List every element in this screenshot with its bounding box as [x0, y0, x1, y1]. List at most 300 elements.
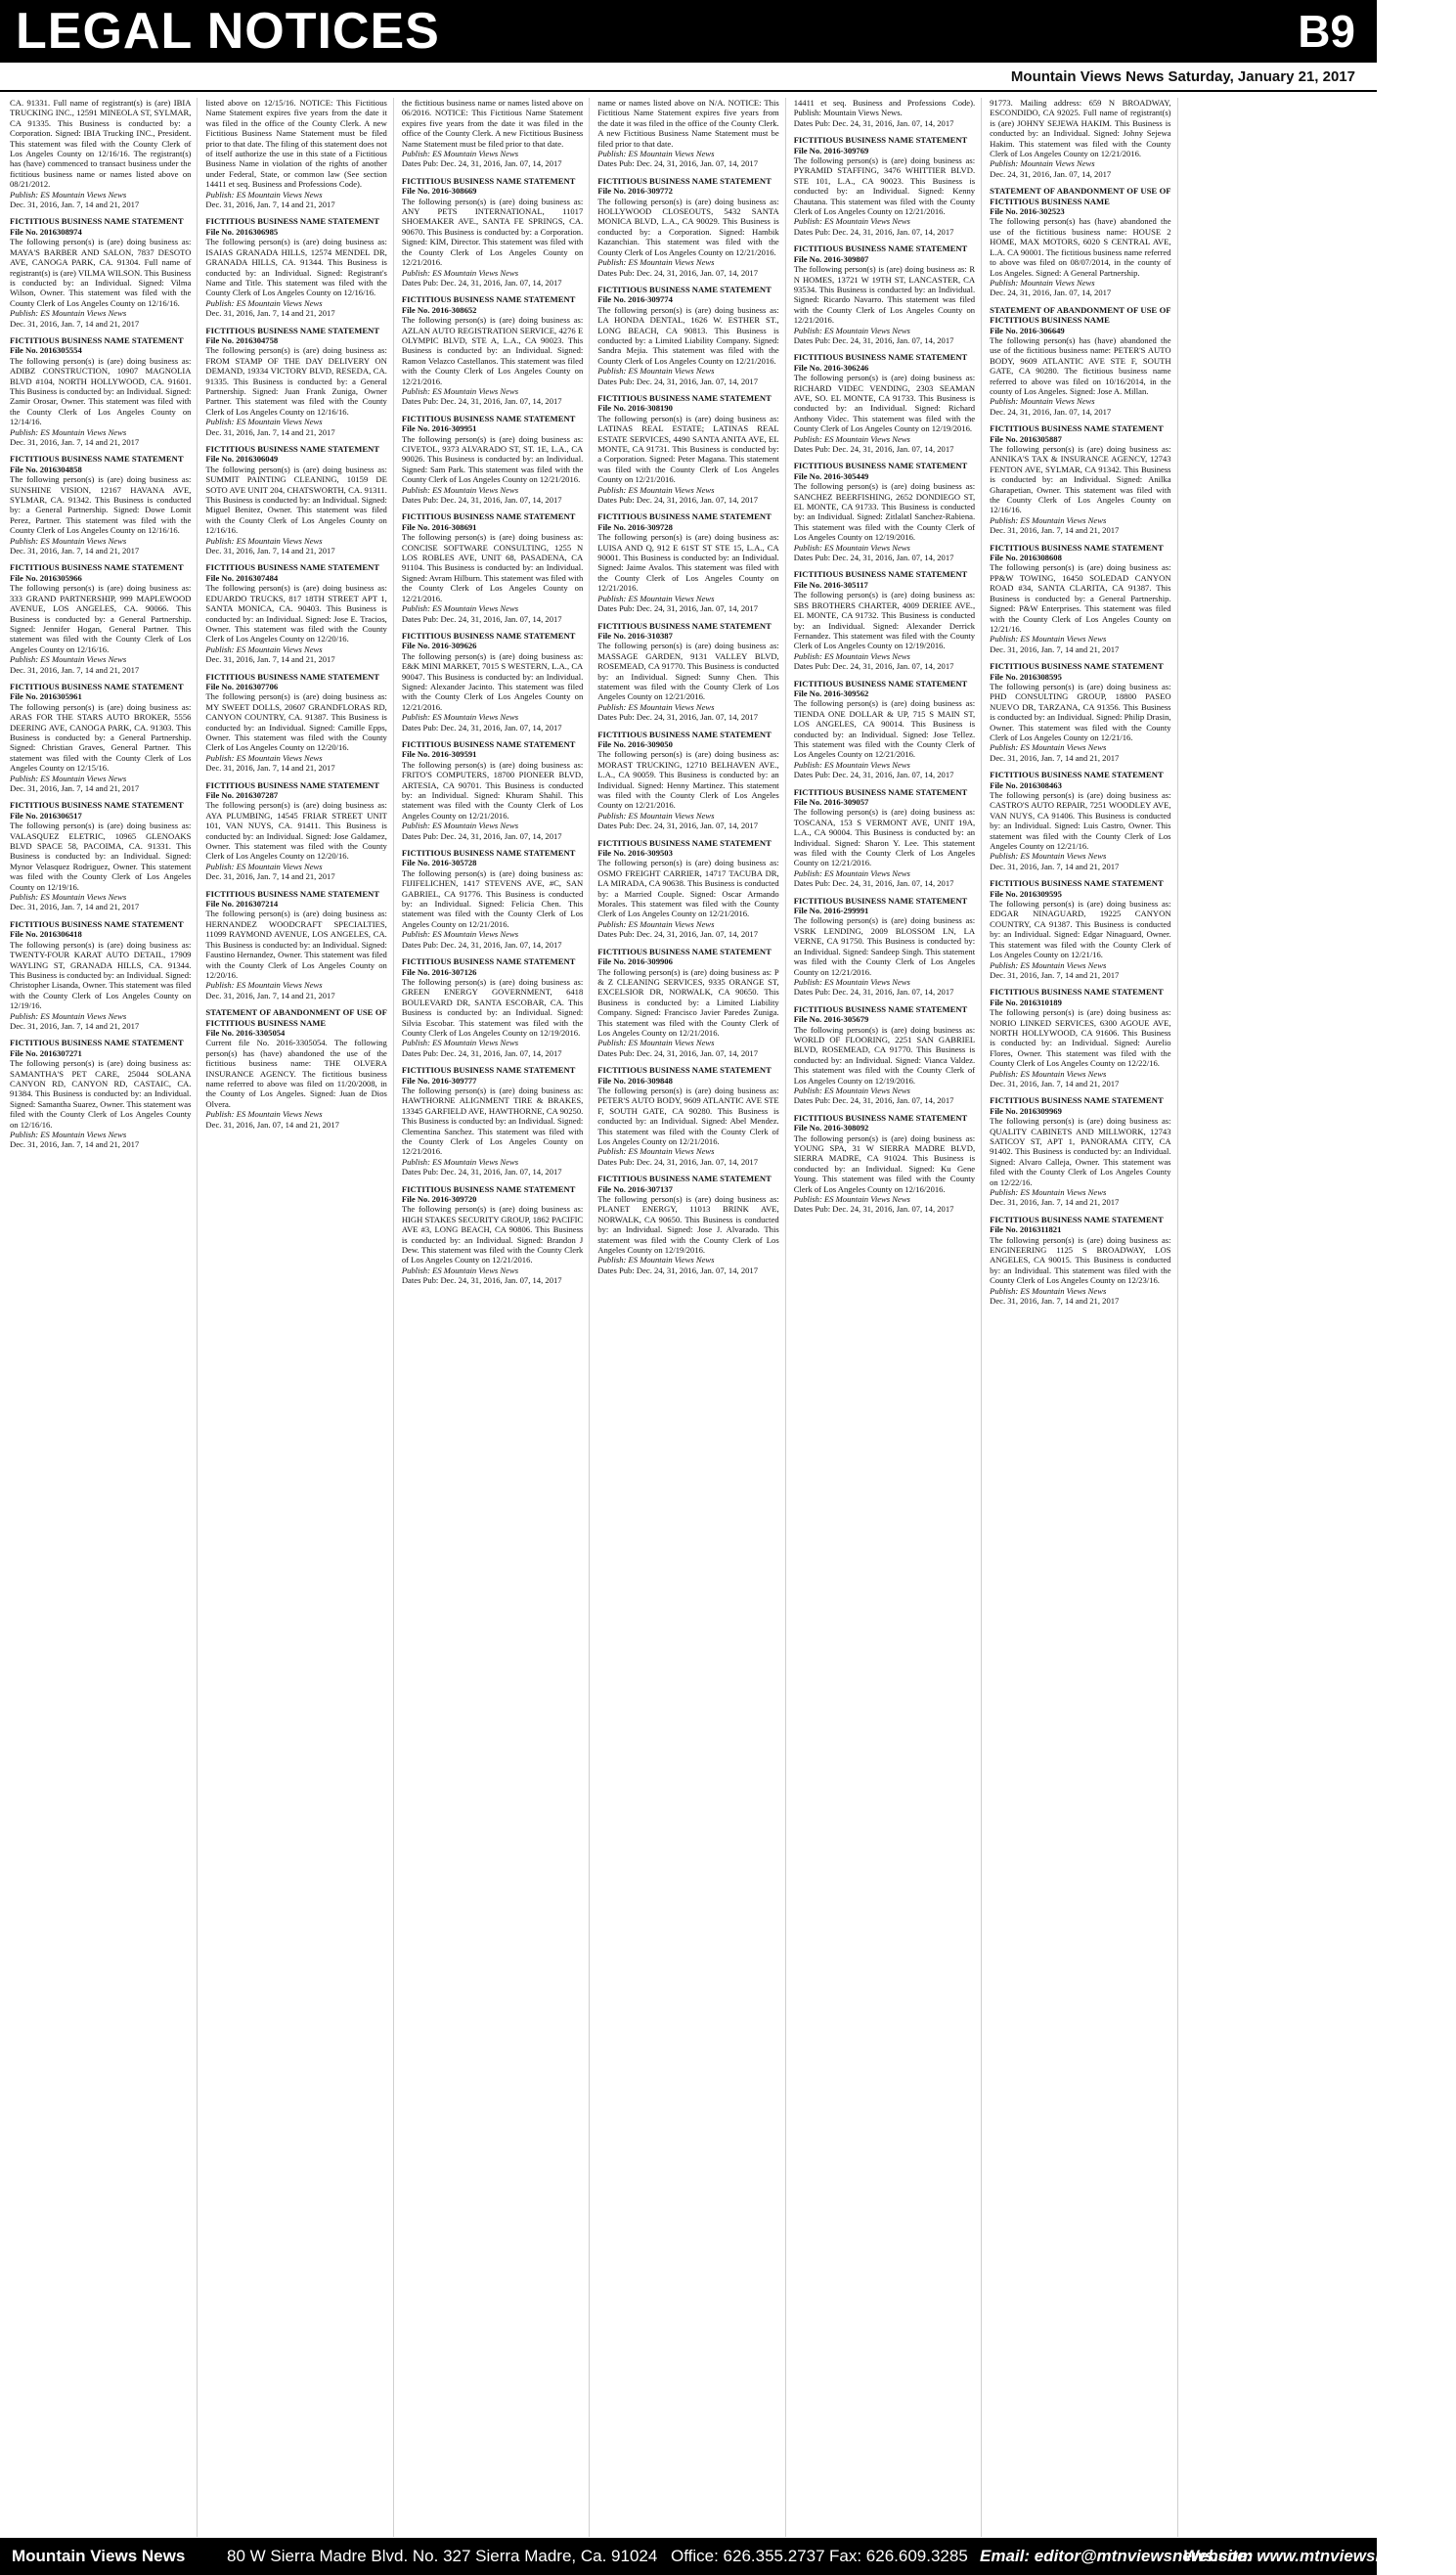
notice-dates: Dates Pub: Dec. 24, 31, 2016, Jan. 07, 14, 2017	[401, 1167, 562, 1177]
notice-file: File No. 2016-307137	[597, 1183, 673, 1194]
notice-dates: Dec. 31, 2016, Jan. 7, 14 and 21, 2017	[10, 1020, 140, 1031]
notice-body: The following person(s) has (have) abandoned the use of the fictitious business name: HOUSE 2 HOME, MAX MOTORS, 6020 S CENTRAL AVE, L.A. CA 90001. The fictitious business name referred to above was filed on 08/07/2014, in the county of Los Angeles. Signed: A General Partnership.	[990, 216, 1171, 278]
notice-body: The following person(s) is (are) doing business as: MY SWEET DOLLS, 20607 GRANDFLORAS RD, CANYON COUNTRY, CA. 91387. This Business is conducted by: an Individual. Signed: Camille Epps, Owner. This statement was filed with the County Clerk of Los Angeles County on 12/20/16.	[205, 691, 387, 753]
notice-body: The following person(s) is (are) doing business as: YOUNG SPA, 31 W SIERRA MADRE BLVD, SIERRA MADRE, CA 91024. This Business is conducted by: an Individual. Signed: Ku Gene Young. This statement was filed with the County Clerk of Los Angeles County on 12/16/2016.	[793, 1132, 976, 1194]
notice-title: FICTITIOUS BUSINESS NAME STATEMENT	[793, 1112, 968, 1123]
notice-body: The following person(s) is (are) doing business as: CASTRO'S AUTO REPAIR, 7251 WOODLEY AVE, VAN NUYS, CA 91406. This Business is conducted by: an Individual. Signed: Luis Castro, Owner. This statement was filed with the County Clerk of Los Angeles County on 12/21/16.	[990, 790, 1171, 852]
notice-body: The following person(s) is (are) doing business as: LATINAS REAL ESTATE; LATINAS REAL ESTATE SERVICES, 4490 SANTA ANITA AVE, EL MONTE, CA 91731. This Business is conducted by: a Corporation. Signed: Peter Magana. This statement was filed with the County Clerk of Los Angeles County on 12/21/2016.	[597, 413, 779, 485]
notice-pub: Publish: ES Mountain Views News	[401, 1038, 519, 1048]
legal-notice	[990, 770, 1170, 871]
legal-notice	[205, 216, 386, 318]
notice-pub: Publish: ES Mountain Views News	[401, 267, 519, 278]
legal-notice	[205, 672, 386, 774]
notice-dates: Dates Pub: Dec. 24, 31, 2016, Jan. 07, 14, 2017	[401, 830, 562, 841]
notice-dates: Dates Pub: Dec. 24, 31, 2016, Jan. 07, 14, 2017	[793, 226, 954, 237]
notice-title: FICTITIOUS BUSINESS NAME STATEMENT	[10, 918, 184, 929]
notice-dates: Dates Pub: Dec. 24, 31, 2016, Jan. 07, 14, 2017	[597, 267, 759, 278]
notice-dates: Dates Pub: Dec. 24, 31, 2016, Jan. 07, 14, 2017	[401, 613, 562, 624]
notice-file: File No. 2016-306246	[793, 362, 869, 373]
notice-body: The following person(s) is (are) doing business as: TIENDA ONE DOLLAR & UP, 715 S MAIN ST, LOS ANGELES, CA 90014. This Business is conducted by: an Individual. Signed: Jose Tellez. This statement was filed with the County Clerk of Los Angeles County on 12/21/2016.	[793, 698, 976, 760]
legal-notice	[402, 1065, 583, 1177]
legal-notice	[205, 444, 386, 555]
notice-body: The following person(s) has (have) abandoned the use of the fictitious business name: PETER'S AUTO BODY, 9609 ATLANTIC AVE STE F, SOUTH GATE, CA 90280. The fictitious business name referred to above was filed on 10/16/2014, in the county of Los Angeles. Signed: Jose A. Millan.	[990, 334, 1171, 396]
legal-notice	[402, 98, 583, 169]
notice-dates: Dec. 31, 2016, Jan. 7, 14 and 21, 2017	[990, 752, 1120, 763]
notice-file: File No. 2016307706	[205, 681, 279, 691]
notice-dates: Dates Pub: Dec. 24, 31, 2016, Jan. 07, 14, 2017	[597, 1156, 759, 1167]
notice-title: FICTITIOUS BUSINESS NAME STATEMENT	[205, 779, 379, 790]
notice-body: The following person(s) is (are) doing business as: HIGH STAKES SECURITY GROUP, 1862 PACIFIC AVE #3, LONG BEACH, CA 90806. This Business is conducted by: an Individual. Signed: Brandon J Dew. This statement was filed with the County Clerk of Los Angeles County on 12/21/2016.	[401, 1204, 584, 1265]
notice-pub: Publish: Mountain Views News	[990, 396, 1095, 407]
notice-body: The following person(s) is (are) doing business as: PP&W TOWING, 16450 SOLEDAD CANYON ROAD #34, SANTA CLARITA, CA 91387. This Business is conducted by: a General Partnership. Signed: P&W Enterprises. This statement was filed with the County Clerk of Los Angeles County on 12/21/16.	[990, 562, 1171, 634]
notice-pub: Publish: ES Mountain Views News	[990, 1285, 1107, 1296]
notice-pub: Publish: ES Mountain Views News	[990, 959, 1107, 970]
notice-file: File No. 2016307484	[205, 572, 279, 583]
notice-file: File No. 2016-309562	[793, 688, 869, 698]
legal-notice	[402, 294, 583, 406]
notice-file: File No. 2016305887	[990, 433, 1062, 444]
notice-body: 91773. Mailing address: 659 N BROADWAY, ESCONDIDO, CA 92025. Full name of registrant(s) is (are) JOHNY SEJEWA HAKIM. This Business is conducted by: an Individual. Signed: Johny Sejewa Hakim. This statement was filed with the County Clerk of Los Angeles County on 12/21/2016.	[990, 98, 1171, 159]
notice-body: The following person(s) is (are) doing business as: PLANET ENERGY, 11013 BRINK AVE, NORWALK, CA 90650. This Business is conducted by: an Individual. Signed: Jose J. Alvarado. This statement was filed with the County Clerk of Los Angeles County on 12/19/2016.	[597, 1194, 779, 1256]
notice-pub: Publish: ES Mountain Views News	[597, 149, 715, 159]
notice-pub: Publish: ES Mountain Views News	[597, 484, 715, 495]
notice-file: File No. 2016-309951	[401, 423, 477, 434]
legal-notice	[205, 562, 386, 664]
notice-dates: Dec. 31, 2016, Jan. 7, 14 and 21, 2017	[205, 990, 335, 1000]
notice-pub: Publish: ES Mountain Views News	[205, 644, 323, 654]
notice-title: FICTITIOUS BUSINESS NAME STATEMENT	[793, 786, 968, 797]
notice-title: FICTITIOUS BUSINESS NAME STATEMENT	[793, 244, 968, 254]
legal-notice	[402, 848, 583, 950]
notice-pub: Publish: ES Mountain Views News	[10, 1130, 127, 1139]
notice-title: FICTITIOUS BUSINESS NAME STATEMENT	[10, 454, 184, 465]
notice-title: FICTITIOUS BUSINESS NAME STATEMENT	[401, 1065, 576, 1076]
notice-pub: Publish: ES Mountain Views News	[10, 892, 127, 903]
notice-pub: Publish: ES Mountain Views News	[793, 433, 910, 444]
legal-notice	[990, 98, 1170, 179]
notice-file: File No. 2016311821	[990, 1224, 1062, 1235]
legal-notice	[794, 461, 975, 562]
notice-pub: Publish: ES Mountain Views News	[205, 980, 323, 991]
notice-column	[597, 98, 785, 2537]
legal-notice	[990, 878, 1170, 980]
notice-file: File No. 2016-305728	[401, 858, 477, 868]
legal-notice	[402, 1184, 583, 1286]
notice-file: File No. 2016-308190	[597, 403, 673, 414]
notice-body: The following person(s) is (are) doing business as: OSMO FREIGHT CARRIER, 14717 TACUBA DR, LA MIRADA, CA 90638. This Business is conducted by: a Married Couple. Signed: Oscar Armando Morales. This statement was filed with the County Clerk of Los Angeles County on 12/21/2016.	[597, 858, 779, 919]
notice-pub: Publish: ES Mountain Views News	[401, 385, 519, 396]
masthead	[0, 0, 1377, 63]
notice-title: FICTITIOUS BUSINESS NAME STATEMENT	[990, 770, 1164, 780]
legal-notice	[205, 889, 386, 1000]
legal-notice	[205, 1007, 386, 1130]
section-title: LEGAL NOTICES	[16, 3, 440, 60]
notice-body: The following person(s) is (are) doing business as: 333 GRAND PARTNERSHIP, 999 MAPLEWOOD AVENUE, LOS ANGELES, CA. 90066. This Business is conducted by: a General Partnership. Signed: Jennifer Hogan, General Partner. This statement was filed with the County Clerk of Los Angeles County on 12/16/16.	[10, 583, 192, 654]
legal-notice	[990, 1215, 1170, 1307]
notice-pub: Publish: ES Mountain Views News	[793, 216, 910, 227]
notice-file: File No. 2016306049	[205, 454, 279, 465]
legal-notice	[10, 335, 191, 447]
notice-dates: Dec. 31, 2016, Jan. 7, 14 and 21, 2017	[205, 200, 335, 210]
page-code: B9	[1298, 6, 1355, 57]
notice-title: FICTITIOUS BUSINESS NAME STATEMENT	[401, 511, 576, 522]
notice-title: FICTITIOUS BUSINESS NAME STATEMENT	[10, 216, 184, 227]
notice-title: FICTITIOUS BUSINESS NAME STATEMENT	[990, 878, 1164, 889]
legal-notice	[794, 569, 975, 671]
notice-dates: Dec. 31, 2016, Jan. 7, 14 and 21, 2017	[10, 200, 140, 210]
notice-dates: Dates Pub: Dec. 24, 31, 2016, Jan. 07, 14, 2017	[597, 821, 759, 831]
notice-title: FICTITIOUS BUSINESS NAME STATEMENT	[793, 461, 968, 471]
notice-pub: Publish: ES Mountain Views News	[793, 1194, 910, 1205]
notice-dates: Dates Pub: Dec. 24, 31, 2016, Jan. 07, 14, 2017	[793, 1095, 954, 1106]
notice-body: The following person(s) is (are) doing business as: FRITO'S COMPUTERS, 18700 PIONEER BLVD, ARTESIA, CA 90701. This Business is conducted by: an Individual. Signed: Khuram Shahil. This statement was filed with the County Clerk of Los Angeles County on 12/21/2016.	[401, 759, 584, 821]
notice-title: FICTITIOUS BUSINESS NAME STATEMENT	[597, 1065, 772, 1076]
notice-dates: Dates Pub: Dec. 24, 31, 2016, Jan. 07, 14, 2017	[401, 495, 562, 506]
notice-body: The following person(s) is (are) doing business as: SUNSHINE VISION, 12167 HAVANA AVE, SYLMAR, CA. 91342. This Business is conducted by: a General Partnership. Signed: Dowe Lomit Perez, Partner. This statement was filed with the County Clerk of Los Angeles County on 12/16/16.	[10, 474, 192, 536]
notice-dates: Dates Pub: Dec. 24, 31, 2016, Jan. 07, 14, 2017	[401, 396, 562, 407]
notice-pub: Publish: ES Mountain Views News	[10, 654, 127, 665]
notice-body: The following person(s) is (are) doing business as: LUISA AND Q, 912 E 61ST ST STE 15, L.A., CA 90001. This Business is conducted by: an Individual. Signed: Jaime Avalos. This statement was filed with the County Clerk of Los Angeles County on 12/21/2016.	[597, 532, 779, 594]
notice-title: FICTITIOUS BUSINESS NAME STATEMENT	[401, 413, 576, 423]
legal-notice	[597, 947, 778, 1058]
notice-pub: Publish: ES Mountain Views News	[401, 603, 519, 614]
notice-body: The following person(s) is (are) doing business as: HAWTHORNE ALIGNMENT TIRE & BRAKES, 13345 GARFIELD AVE, HAWTHORNE, CA 90250. This Business is conducted by: an Individual. Signed: Clementina Sanchez. This statement was filed with the County Clerk of Los Angeles County on 12/21/2016.	[401, 1085, 584, 1157]
notice-dates: Dates Pub: Dec. 24, 31, 2016, Jan. 07, 14, 2017	[793, 770, 954, 780]
legal-notice	[597, 730, 778, 831]
notice-body: The following person(s) is (are) doing business as: PETER'S AUTO BODY, 9609 ATLANTIC AVE STE F, SOUTH GATE, CA 90280. This Business is conducted by: an Individual. Signed: Abel Mendez. This statement was filed with the County Clerk of Los Angeles County on 12/21/2016.	[597, 1085, 779, 1146]
notice-body: CA. 91331. Full name of registrant(s) is (are) IBIA TRUCKING INC., 12591 MINEOLA ST, SYLMAR, CA 91335. This Business is conducted by: a Corporation. Signed: IBIA Trucking INC., President. This statement was filed with the County Clerk of Los Angeles County on 12/16/16. The registrant(s) has (have) commenced to transact business under the fictitious business name or names listed above on 08/21/2012.	[10, 98, 192, 190]
legal-notice	[402, 956, 583, 1058]
notice-body: The following person(s) is (are) doing business as: SANCHEZ BEERFISHING, 2652 DONDIEGO ST, EL MONTE, CA 91733. This Business is conducted by: an Individual. Signed: Zitlalatl Sanchez-Rabiena. This statement was filed with the County Clerk of Los Angeles County on 12/19/2016.	[793, 481, 976, 543]
notice-title: FICTITIOUS BUSINESS NAME STATEMENT	[990, 542, 1164, 553]
notice-pub: Publish: ES Mountain Views News	[597, 701, 715, 712]
date-bar	[0, 63, 1377, 92]
legal-notice	[794, 1004, 975, 1106]
notice-title: FICTITIOUS BUSINESS NAME STATEMENT	[990, 1095, 1164, 1106]
notice-title: FICTITIOUS BUSINESS NAME STATEMENT	[793, 1003, 968, 1014]
notice-body: The following person(s) is (are) doing business as: ANY PETS INTERNATIONAL, 11017 SHOEMAKER AVE., SANTA FE SPRINGS, CA. 90670. This Business is conducted by: a Corporation. Signed: KIM, Director. This statement was filed with the County Clerk of Los Angeles County on 12/21/2016.	[401, 196, 584, 268]
notice-body: The following person(s) is (are) doing business as: MAYA'S BARBER AND SALON, 7837 DESOTO AVE, CANOGA PARK, CA. 91304. Full name of registrant(s) is (are) VILMA WILSON. This Business is conducted by: an Individual. Signed: Vilma Wilson, Owner. This statement was filed with the County Clerk of Los Angeles County on 12/16/16.	[10, 237, 192, 308]
notice-dates: Dec. 31, 2016, Jan. 7, 14 and 21, 2017	[10, 902, 140, 912]
notice-dates: Dec. 31, 2016, Jan. 7, 14 and 21, 2017	[990, 1197, 1120, 1208]
notice-body: The following person(s) is (are) doing business as: R N HOMES, 13721 W 19TH ST, LANCASTER, CA 93534. This Business is conducted by: an Individual. Signed: Ricardo Navarro. This statement was filed with the County Clerk of Los Angeles County on 12/21/2016.	[793, 264, 976, 326]
notice-dates: Dates Pub: Dec. 24, 31, 2016, Jan. 07, 14, 2017	[597, 495, 759, 506]
notice-file: File No. 2016306517	[10, 810, 82, 821]
legal-notice	[990, 543, 1170, 654]
notice-title: FICTITIOUS BUSINESS NAME STATEMENT	[990, 1214, 1164, 1224]
legal-notice	[10, 216, 191, 328]
notice-title: FICTITIOUS BUSINESS NAME STATEMENT	[401, 294, 576, 305]
notice-title: FICTITIOUS BUSINESS NAME STATEMENT	[10, 681, 184, 691]
notice-pub: Publish: ES Mountain Views News	[10, 535, 127, 546]
notice-pub: Publish: ES Mountain Views News	[597, 593, 715, 603]
notice-file: File No. 2016308974	[10, 226, 82, 237]
notice-body: The following person(s) is (are) doing business as: RICHARD VIDEC VENDING, 2303 SEAMAN AVE, SO. EL MONTE, CA 91733. This Business is conducted by: an Individual. Signed: Richard Anthony Videc. This statement was filed with the County Clerk of Los Angeles County on 12/19/2016.	[793, 373, 976, 434]
notice-dates: Dec. 31, 2016, Jan. 7, 14 and 21, 2017	[990, 861, 1120, 871]
notice-pub: Publish: ES Mountain Views News	[793, 976, 910, 987]
legal-notice	[597, 285, 778, 386]
notice-body: The following person(s) is (are) doing business as: EDUARDO TRUCKS, 817 18TH STREET APT 1, SANTA MONICA, CA. 90403. This Business is conducted by: an Individual. Signed: Jose E. Tracios, Owner. This statement was filed with the County Clerk of Los Angeles County on 12/20/16.	[205, 583, 387, 644]
notice-pub: Publish: ES Mountain Views News	[10, 1010, 127, 1021]
notice-file: File No. 2016304858	[10, 464, 82, 474]
notice-pub: Publish: ES Mountain Views News	[205, 189, 323, 200]
notice-dates: Dates Pub: Dec. 24, 31, 2016, Jan. 07, 14, 2017	[401, 1275, 562, 1286]
notice-dates: Dates Pub: Dec. 24, 31, 2016, Jan. 07, 14, 2017	[401, 939, 562, 950]
footer-fax: Fax: 626.609.3285	[829, 2547, 968, 2565]
notice-dates: Dec. 24, 31, 2016, Jan. 07, 14, 2017	[990, 406, 1112, 417]
notice-column	[402, 98, 590, 2537]
notice-dates: Dates Pub: Dec. 24, 31, 2016, Jan. 07, 14, 2017	[401, 722, 562, 733]
notice-dates: Dates Pub: Dec. 24, 31, 2016, Jan. 07, 14, 2017	[793, 987, 954, 998]
notice-title: FICTITIOUS BUSINESS NAME STATEMENT	[10, 562, 184, 573]
notice-dates: Dec. 31, 2016, Jan. 7, 14 and 21, 2017	[205, 763, 335, 774]
notice-title: FICTITIOUS BUSINESS NAME STATEMENT	[10, 1038, 184, 1048]
notice-dates: Dates Pub: Dec. 24, 31, 2016, Jan. 07, 14, 2017	[793, 444, 954, 454]
legal-notice	[597, 393, 778, 505]
notice-body: The following person(s) is (are) doing business as: SUMMIT PAINTING CLEANING, 10159 DE SOTO AVE UNIT 204, CHATSWORTH, CA. 91311. This Business is conducted by: an Individual. Signed: Miguel Benitez, Owner. This statement was filed with the County Clerk of Los Angeles County on 12/16/16.	[205, 464, 387, 536]
notice-title: FICTITIOUS BUSINESS NAME STATEMENT	[793, 569, 968, 580]
notice-file: File No. 2016-309050	[597, 738, 673, 749]
notice-pub: Publish: ES Mountain Views News	[597, 1255, 715, 1265]
notice-title: FICTITIOUS BUSINESS NAME STATEMENT	[401, 175, 576, 186]
notice-dates: Dec. 31, 2016, Jan. 7, 14 and 21, 2017	[205, 426, 335, 437]
notice-dates: Dec. 31, 2016, Jan. 7, 14 and 21, 2017	[990, 644, 1120, 654]
notice-dates: Dec. 31, 2016, Jan. 7, 14 and 21, 2017	[990, 969, 1120, 980]
notice-body: The following person(s) is (are) doing business as: VALASQUEZ ELETRIC, 10965 GLENOAKS BLVD SPACE 58, PACOIMA, CA. 91331. This Business is conducted by: an Individual. Signed: Mynor Velasquez Rodriguez, Owner. This statement was filed with the County Clerk of Los Angeles County on 12/19/16.	[10, 821, 192, 892]
notice-body: The following person(s) is (are) doing business as: QUALITY CABINETS AND MILLWORK, 12743 SATICOY ST, APT 1, PANORAMA CITY, CA 91402. This Business is conducted by: an Individual. Signed: Alvaro Calleja, Owner. This statement was filed with the County Clerk of Los Angeles County on 12/22/16.	[990, 1116, 1171, 1187]
legal-notice	[10, 454, 191, 555]
legal-notice	[10, 562, 191, 674]
notice-body: The following person(s) is (are) doing business as: CONCISE SOFTWARE CONSULTING, 1255 N LOS ROBLES AVE, UNIT 68, PASADENA, CA 91104. This Business is conducted by: an Individual. Signed: Avram Hilburn. This statement was filed with the County Clerk of Los Angeles County on 12/21/2016.	[401, 532, 584, 603]
notice-title: FICTITIOUS BUSINESS NAME STATEMENT	[597, 729, 772, 739]
legal-notice	[402, 739, 583, 841]
notice-pub: Publish: ES Mountain Views News	[990, 742, 1107, 753]
notice-dates: Dec. 24, 31, 2016, Jan. 07, 14, 2017	[990, 288, 1112, 298]
legal-notice	[402, 511, 583, 623]
notice-dates: Dec. 31, 2016, Jan. 7, 14 and 21, 2017	[10, 437, 140, 447]
notice-dates: Dec. 31, 2016, Jan. 7, 14 and 21, 2017	[205, 871, 335, 882]
notice-body: The following person(s) is (are) doing business as: FIJIFELICHEN, 1417 STEVENS AVE, #C, SAN GABRIEL, CA 91776. This Business is conducted by: an Individual. Signed: Felicia Chen. This statement was filed with the County Clerk of Los Angeles County on 12/21/2016.	[401, 867, 584, 929]
notice-column	[205, 98, 393, 2537]
notice-title: FICTITIOUS BUSINESS NAME STATEMENT	[205, 888, 379, 899]
notice-file: File No. 2016-309777	[401, 1075, 477, 1086]
notice-title: FICTITIOUS BUSINESS NAME STATEMENT	[401, 630, 576, 641]
notice-pub: Publish: ES Mountain Views News	[401, 484, 519, 495]
notice-dates: Dec. 24, 31, 2016, Jan. 07, 14, 2017	[990, 168, 1112, 179]
notice-pub: Publish: ES Mountain Views News	[401, 712, 519, 723]
notice-body: The following person(s) is (are) doing business as: CIVETOL, 9373 ALVARADO ST, ST. 1E, L.A., CA 90026. This Business is conducted by: an Individual. Signed: Sam Park. This statement was filed with the County Clerk of Los Angeles County on 12/21/2016.	[401, 433, 584, 485]
notice-file: File No. 2016-310387	[597, 630, 673, 641]
notice-pub: Publish: ES Mountain Views News	[793, 650, 910, 661]
notice-pub: Publish: ES Mountain Views News	[401, 1156, 519, 1167]
notice-dates: Dates Pub: Dec. 24, 31, 2016, Jan. 07, 14, 2017	[793, 117, 954, 128]
notice-dates: Dates Pub: Dec. 24, 31, 2016, Jan. 07, 14, 2017	[793, 661, 954, 672]
notice-dates: Dec. 31, 2016, Jan. 7, 14 and 21, 2017	[10, 546, 140, 556]
notice-pub: Publish: ES Mountain Views News	[10, 773, 127, 783]
notice-body: The following person(s) is (are) doing business as: P & Z CLEANING SERVICES, 9335 ORANGE ST, EXCELSIOR DR, NORWALK, CA 90650. This Business is conducted by: a Limited Liability Company. Signed: Francisco Javier Paredes Zuniga. This statement was filed with the County Clerk of Los Angeles County on 12/21/2016.	[597, 966, 779, 1038]
notice-file: File No. 2016-305679	[793, 1014, 869, 1025]
notice-body: The following person(s) is (are) doing business as: VSRK LENDING, 2009 BLOSSOM LN, LA VERNE, CA 91750. This Business is conducted by: an Individual. Signed: Sandeep Singh. This statement was filed with the County Clerk of Los Angeles County on 12/21/2016.	[793, 915, 976, 977]
legal-notice	[794, 1113, 975, 1215]
notice-file: File No. 2016309595	[990, 888, 1062, 899]
notice-pub: Publish: ES Mountain Views News	[10, 308, 127, 319]
legal-notice	[990, 987, 1170, 1088]
notice-file: File No. 2016-3305054	[205, 1027, 286, 1038]
legal-notice	[990, 423, 1170, 535]
notice-title: FICTITIOUS BUSINESS NAME STATEMENT	[597, 1174, 772, 1184]
notice-file: File No. 2016-302523	[990, 206, 1065, 217]
notice-title: FICTITIOUS BUSINESS NAME STATEMENT	[205, 562, 379, 573]
notice-pub: Publish: ES Mountain Views News	[401, 929, 519, 940]
notice-pub: Publish: ES Mountain Views News	[793, 325, 910, 335]
notice-dates: Dates Pub: Dec. 24, 31, 2016, Jan. 07, 14, 2017	[597, 603, 759, 614]
legal-notice	[794, 98, 975, 128]
notice-dates: Dates Pub: Dec. 24, 31, 2016, Jan. 07, 14, 2017	[597, 929, 759, 940]
notice-body: The following person(s) is (are) doing business as: EDGAR NINAGUARD, 19225 CANYON COUNTRY, CA 91387. This Business is conducted by: an Individual. Signed: Edgar Ninaguard, Owner. This statement was filed with the County Clerk of Los Angeles County on 12/21/16.	[990, 899, 1171, 960]
notice-title: STATEMENT OF ABANDONMENT OF USE OF FICTITIOUS BUSINESS NAME	[205, 1007, 387, 1028]
notice-pub: Publish: ES Mountain Views News	[597, 366, 715, 377]
notice-file: File No. 2016304758	[205, 334, 279, 345]
notice-body: The following person(s) is (are) doing business as: SBS BROTHERS CHARTER, 4009 DERIEE AVE., EL MONTE, CA 91732. This Business is conducted by: an Individual. Signed: Alexander Derrick Fernandez. This statement was filed with the County Clerk of Los Angeles County on 12/19/2016.	[793, 590, 976, 651]
notice-body: The following person(s) is (are) doing business as: HOLLYWOOD CLOSEOUTS, 5432 SANTA MONICA BLVD, L.A., CA 90029. This Business is conducted by: a Corporation. Signed: Hambik Kazanchian. This statement was filed with the County Clerk of Los Angeles County on 12/21/2016.	[597, 196, 779, 257]
notice-pub: Publish: ES Mountain Views News	[401, 149, 519, 159]
notice-file: File No. 2016309969	[990, 1105, 1062, 1116]
notice-title: FICTITIOUS BUSINESS NAME STATEMENT	[597, 837, 772, 848]
notice-dates: Dec. 31, 2016, Jan. 7, 14 and 21, 2017	[10, 1139, 140, 1150]
notice-body: The following person(s) is (are) doing business as: ENGINEERING 1125 S BROADWAY, LOS ANGELES, CA 90015. This Business is conducted by: an Individual. This statement was filed with the County Clerk of Los Angeles County on 12/23/16.	[990, 1234, 1171, 1286]
legal-notice	[794, 787, 975, 889]
notice-title: FICTITIOUS BUSINESS NAME STATEMENT	[10, 334, 184, 345]
notice-body: The following person(s) is (are) doing business as: MASSAGE GARDEN, 9131 VALLEY BLVD, ROSEMEAD, CA 91770. This Business is conducted by: an Individual. Signed: Sunny Chen. This statement was filed with the County Clerk of Los Angeles County on 12/21/2016.	[597, 641, 779, 702]
notice-column	[10, 98, 198, 2537]
notice-title: FICTITIOUS BUSINESS NAME STATEMENT	[793, 135, 968, 146]
notice-pub: Publish: ES Mountain Views News	[10, 189, 127, 200]
notice-title: FICTITIOUS BUSINESS NAME STATEMENT	[990, 661, 1164, 672]
notice-file: File No. 2016-309906	[597, 956, 673, 967]
notice-file: File No. 2016-308691	[401, 521, 477, 532]
notice-title: FICTITIOUS BUSINESS NAME STATEMENT	[401, 1183, 576, 1194]
notice-file: File No. 2016308595	[990, 671, 1062, 682]
legal-notice	[794, 244, 975, 345]
notice-pub: Publish: ES Mountain Views News	[990, 1068, 1107, 1079]
notice-file: File No. 2016310189	[990, 997, 1062, 1007]
notice-dates: Dec. 31, 2016, Jan. 7, 14 and 21, 2017	[205, 308, 335, 319]
notice-pub: Publish: ES Mountain Views News	[990, 514, 1107, 525]
notice-body: The following person(s) is (are) doing business as: AZLAN AUTO REGISTRATION SERVICE, 4276 E OLYMPIC BLVD, STE A, L.A., CA 90023. This Business is conducted by: an Individual. Signed: Ramon Velazco Castellanos. This statement was filed with the County Clerk of Los Angeles County on 12/21/2016.	[401, 315, 584, 386]
notice-title: STATEMENT OF ABANDONMENT OF USE OF FICTITIOUS BUSINESS NAME	[990, 304, 1171, 326]
notice-dates: Dates Pub: Dec. 24, 31, 2016, Jan. 07, 14, 2017	[793, 1204, 954, 1215]
notice-dates: Dates Pub: Dec. 24, 31, 2016, Jan. 07, 14, 2017	[793, 553, 954, 563]
legal-notice	[205, 326, 386, 437]
dateline: Mountain Views News Saturday, January 21, 2017	[1010, 68, 1355, 85]
notice-file: File No. 2016-309769	[793, 145, 869, 155]
notice-pub: Publish: ES Mountain Views News	[205, 1109, 323, 1120]
notice-dates: Dec. 31, 2016, Jan. 7, 14 and 21, 2017	[205, 546, 335, 556]
legal-notice	[597, 511, 778, 613]
notice-title: FICTITIOUS BUSINESS NAME STATEMENT	[990, 423, 1164, 434]
notice-title: FICTITIOUS BUSINESS NAME STATEMENT	[793, 678, 968, 688]
notice-title: FICTITIOUS BUSINESS NAME STATEMENT	[990, 987, 1164, 998]
notice-pub: Publish: ES Mountain Views News	[793, 1085, 910, 1095]
notice-file: File No. 2016-309848	[597, 1075, 673, 1086]
notice-dates: Dec. 31, 2016, Jan. 7, 14 and 21, 2017	[205, 654, 335, 665]
notice-body: The following person(s) is (are) doing business as: TWENTY-FOUR KARAT AUTO DETAIL, 17909 WAYLING ST, GRANADA HILLS, CA. 91344. This Business is conducted by: an Individual. Signed: Christopher Lisanda, Owner. This statement was filed with the County Clerk of Los Angeles County on 12/19/16.	[10, 939, 192, 1011]
notice-dates: Dec. 31, 2016, Jan. 7, 14 and 21, 2017	[990, 1078, 1120, 1088]
notice-file: File No. 2016306985	[205, 226, 279, 237]
notice-file: File No. 2016-307126	[401, 966, 477, 977]
notice-file: File No. 2016-308669	[401, 186, 477, 197]
legal-notice	[10, 800, 191, 911]
notice-pub: Publish: Mountain Views News	[990, 158, 1095, 169]
notice-dates: Dates Pub: Dec. 24, 31, 2016, Jan. 07, 14, 2017	[401, 277, 562, 288]
notice-pub: Publish: ES Mountain Views News	[205, 861, 323, 871]
notice-file: File No. 2016305554	[10, 345, 82, 356]
legal-notice	[10, 919, 191, 1031]
footer-paper-name: Mountain Views News	[12, 2547, 186, 2565]
notice-body: The following person(s) is (are) doing business as: SAMANTHA'S PET CARE, 25044 SOLANA CANYON RD, CANYON RD, CASTAIC, CA. 91384. This Business is conducted by: an Individual. Signed: Samantha Suarez, Owner. This statement was filed with the County Clerk of Los Angeles County on 12/16/16.	[10, 1058, 192, 1130]
notice-body: The following person(s) is (are) doing business as: FROM STAMP OF THE DAY DELIVERY ON DEMAND, 19334 VICTORY BLVD, RESEDA, CA. 91335. This Business is conducted by: a General Partnership. Signed: Juan Frank Zuniga, Owner Partner. This statement was filed with the County Clerk of Los Angeles County on 12/16/16.	[205, 345, 387, 417]
notice-pub: Publish: ES Mountain Views News	[990, 1187, 1107, 1198]
notice-file: File No. 2016-308092	[793, 1123, 869, 1133]
notice-body: The following person(s) is (are) doing business as: TOSCANA, 153 S VERMONT AVE, UNIT 19A, L.A., CA 90004. This Business is conducted by: an Individual. Signed: Sharon Y. Lee. This statement was filed with the County Clerk of Los Angeles County on 12/21/2016.	[793, 807, 976, 868]
legal-notice	[990, 1095, 1170, 1207]
notice-dates: Dec. 31, 2016, Jan. 7, 14 and 21, 2017	[10, 783, 140, 793]
notice-file: File No. 2016307214	[205, 899, 279, 910]
notice-title: FICTITIOUS BUSINESS NAME STATEMENT	[401, 848, 576, 859]
legal-notice	[597, 621, 778, 723]
notice-title: FICTITIOUS BUSINESS NAME STATEMENT	[793, 895, 968, 906]
legal-notice	[205, 780, 386, 882]
notice-dates: Dec. 31, 2016, Jan. 7, 14 and 21, 2017	[10, 664, 140, 675]
legal-notice	[402, 176, 583, 288]
notice-pub: Publish: ES Mountain Views News	[597, 918, 715, 929]
notice-body: The following person(s) is (are) doing business as: ADIBZ CONSTRUCTION, 10907 MAGNOLIA BLVD #104, NORTH HOLLYWOOD, CA. 91601. This Business is conducted by: an Individual. Signed: Zamir Orosar, Owner. This statement was filed with the County Clerk of Los Angeles County on 12/14/16.	[10, 355, 192, 427]
notice-title: FICTITIOUS BUSINESS NAME STATEMENT	[205, 216, 379, 227]
notice-body: 14411 et seq. Business and Professions Code). Publish: Mountain Views News.	[793, 98, 976, 118]
notice-pub: Publish: ES Mountain Views News	[401, 1265, 519, 1275]
notice-dates: Dec. 31, 2016, Jan. 07, 14 and 21, 2017	[205, 1119, 339, 1130]
notice-title: FICTITIOUS BUSINESS NAME STATEMENT	[597, 620, 772, 631]
footer-email-link[interactable]: Email: editor@mtnviewsnews.com	[980, 2547, 1254, 2565]
notice-body: The following person(s) is (are) doing business as: GREEN ENERGY GOVERNMENT, 6418 BOULEVARD DR, SANTA ESCOBAR, CA. This Business is conducted by: an Individual. Signed: Silvia Escobar. This statement was filed with the County Clerk of Los Angeles County on 12/19/2016.	[401, 976, 584, 1038]
notice-columns	[10, 98, 1367, 2537]
notice-file: File No. 2016306418	[10, 929, 82, 940]
notice-body: The following person(s) is (are) doing business as: AYA PLUMBING, 14545 FRIAR STREET UNIT 101, VAN NUYS, CA. 91411. This Business is conducted by: an Individual. Signed: Jose Galdamez, Owner. This statement was filed with the County Clerk of Los Angeles County on 12/20/16.	[205, 800, 387, 862]
notice-title: FICTITIOUS BUSINESS NAME STATEMENT	[401, 738, 576, 749]
notice-file: File No. 2016-309591	[401, 749, 477, 760]
notice-dates: Dates Pub: Dec. 24, 31, 2016, Jan. 07, 14, 2017	[793, 334, 954, 345]
legal-notice	[10, 1038, 191, 1149]
notice-dates: Dates Pub: Dec. 24, 31, 2016, Jan. 07, 14, 2017	[597, 1047, 759, 1058]
notice-dates: Dates Pub: Dec. 24, 31, 2016, Jan. 07, 14, 2017	[597, 1265, 759, 1275]
notice-body: The following person(s) is (are) doing business as: ISAIAS GRANADA HILLS, 12574 MENDEL DR, GRANADA HILLS, CA. 91344. This Business is conducted by: an Individual. Signed: Registrant's Name and Title. This statement was filed with the County Clerk of Los Angeles County on 12/16/16.	[205, 237, 387, 298]
notice-body: The following person(s) is (are) doing business as: HERNANDEZ WOODCRAFT SPECIALTIES, 11099 RAYMOND AVENUE, LOS ANGELES, CA. This Business is conducted by: an Individual. Signed: Faustino Hernandez, Owner. This statement was filed with the County Clerk of Los Angeles County on 12/20/16.	[205, 909, 387, 980]
notice-dates: Dates Pub: Dec. 24, 31, 2016, Jan. 07, 14, 2017	[597, 158, 759, 169]
notice-body: listed above on 12/15/16. NOTICE: This Fictitious Name Statement expires five years from the date it was filed in the office of the County Clerk. A new Fictitious Business Name Statement must be filed prior to that date. The filing of this statement does not of itself authorize the use in this state of a Fictitious Business Name in violation of the rights of another under Federal, State, or common law (See section 14411 et seq. Business and Professions Code).	[205, 98, 387, 190]
legal-notice	[597, 838, 778, 940]
notice-pub: Publish: ES Mountain Views News	[205, 535, 323, 546]
notice-file: File No. 2016-309774	[597, 294, 673, 305]
notice-title: FICTITIOUS BUSINESS NAME STATEMENT	[205, 671, 379, 682]
footer-website-link[interactable]: Website: www.mtnviewsnews.com	[1183, 2547, 1456, 2565]
notice-file: File No. 2016-305117	[793, 579, 868, 590]
notice-title: FICTITIOUS BUSINESS NAME STATEMENT	[597, 392, 772, 403]
notice-body: The following person(s) is (are) doing business as: ANNIKA'S TAX & INSURANCE AGENCY, 12743 FENTON AVE, SYLMAR, CA 91342. This Business is conducted by: an Individual. Signed: Anilka Gharapetian, Owner. This statement was filed with the County Clerk of Los Angeles County on 12/16/16.	[990, 444, 1171, 515]
notice-file: File No. 2016-305449	[793, 470, 869, 481]
footer-address: 80 W Sierra Madre Blvd. No. 327 Sierra Madre, Ca. 91024	[227, 2547, 658, 2565]
notice-column	[990, 98, 1177, 2537]
legal-notice	[597, 1065, 778, 1167]
